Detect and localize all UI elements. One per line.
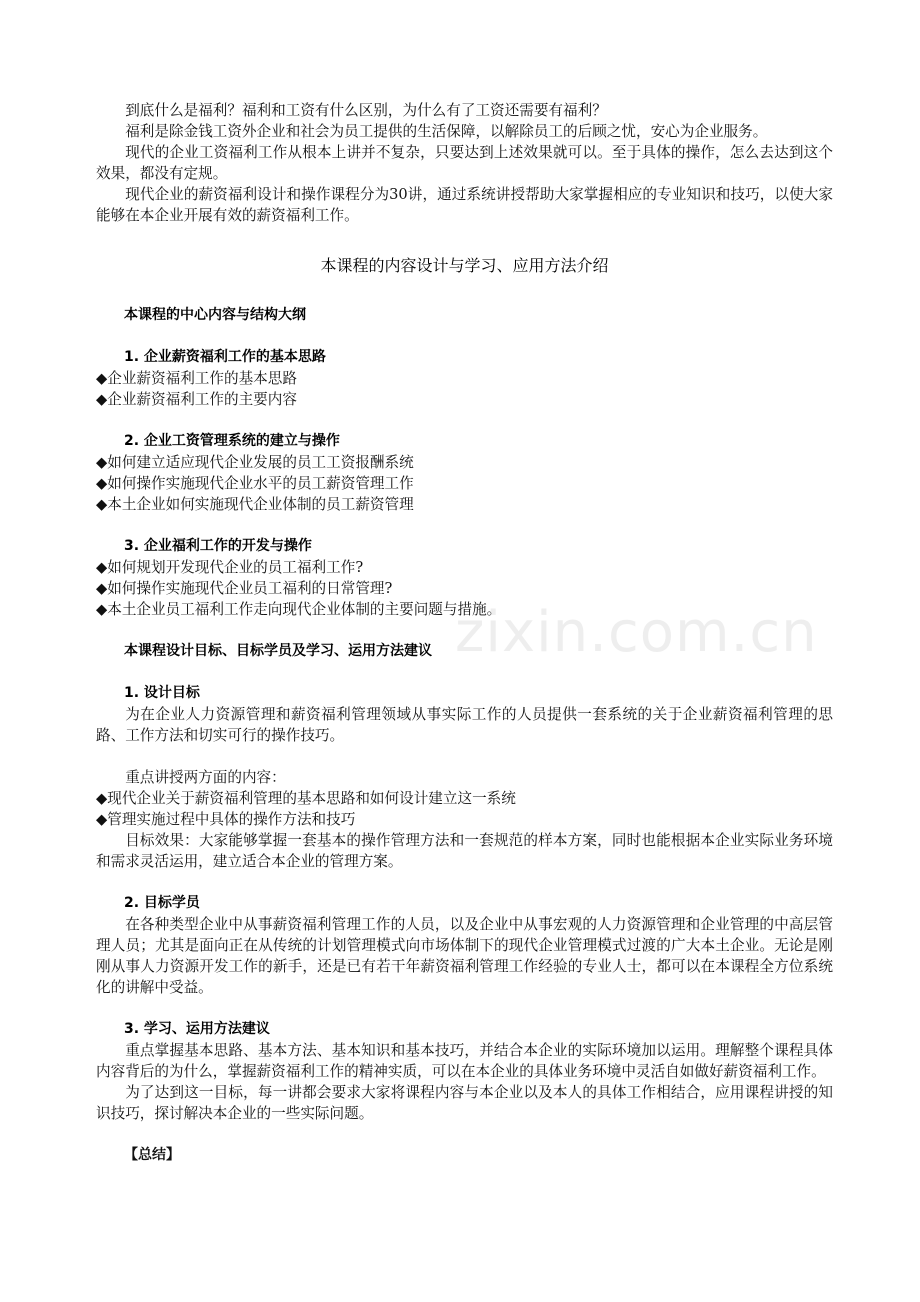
- intro-paragraph-4: 现代企业的薪资福利设计和操作课程分为30讲，通过系统讲授帮助大家掌握相应的专业知识和技巧，以使大家能够在本企业开展有效的薪资福利工作。: [96, 186, 833, 224]
- method-paragraph-2: 为了达到这一目标，每一讲都会要求大家将课程内容与本企业以及本人的具体工作相结合，应用课程讲授的知识技巧，探讨解决本企业的一些实际问题。: [96, 1084, 833, 1122]
- intro-paragraph-1: 到底什么是福利？福利和工资有什么区别，为什么有了工资还需要有福利？: [125, 102, 607, 119]
- diamond-bullet-icon: ◆: [96, 601, 108, 618]
- document-body: [96, 100, 833, 1166]
- list-item: ◆如何建立适应现代企业发展的员工工资报酬系统: [96, 454, 414, 471]
- diamond-bullet-icon: ◆: [96, 496, 108, 513]
- watermark: zixin.com.cn: [455, 600, 818, 665]
- outline-section-3-heading: 3. 企业福利工作的开发与操作: [124, 538, 312, 554]
- diamond-bullet-icon: ◆: [96, 811, 108, 828]
- diamond-bullet-icon: ◆: [96, 580, 108, 597]
- design-goal-effect: 目标效果：大家能够掌握一套基本的操作管理方法和一套规范的样本方案，同时也能根据本企业实际业务环境和需求灵活运用，建立适合本企业的管理方案。: [96, 832, 833, 870]
- method-paragraph-1: 重点掌握基本思路、基本方法、基本知识和基本技巧，并结合本企业的实际环境加以运用。理解整个课程具体内容背后的为什么，掌握薪资福利工作的精神实质，可以在本企业的具体业务环境中灵活自如做好薪资福利工作。: [96, 1042, 833, 1080]
- intro-paragraph-2: 福利是除金钱工资外企业和社会为员工提供的生活保障，以解除员工的后顾之忧，安心为企业服务。: [125, 123, 768, 140]
- diamond-bullet-icon: ◆: [96, 454, 108, 471]
- intro-paragraph-3: 现代的企业工资福利工作从根本上讲并不复杂，只要达到上述效果就可以。至于具体的操作，怎么去达到这个效果，都没有定规。: [96, 144, 833, 182]
- list-item: ◆管理实施过程中具体的操作方法和技巧: [96, 811, 356, 828]
- target-students-heading: 2. 目标学员: [124, 895, 200, 911]
- diamond-bullet-icon: ◆: [96, 475, 108, 492]
- list-item: ◆企业薪资福利工作的主要内容: [96, 391, 297, 408]
- list-item: ◆现代企业关于薪资福利管理的基本思路和如何设计建立这一系统: [96, 790, 516, 807]
- outline-section-1-heading: 1. 企业薪资福利工作的基本思路: [124, 349, 326, 365]
- list-item: ◆本土企业员工福利工作走向现代企业体制的主要问题与措施。: [96, 601, 502, 618]
- summary-heading: 【总结】: [124, 1147, 180, 1163]
- outline-section-2-heading: 2. 企业工资管理系统的建立与操作: [124, 433, 340, 449]
- list-item: ◆如何操作实施现代企业水平的员工薪资管理工作: [96, 475, 414, 492]
- diamond-bullet-icon: ◆: [96, 559, 108, 576]
- design-goal-lead: 重点讲授两方面的内容：: [125, 769, 286, 786]
- method-heading: 3. 学习、运用方法建议: [124, 1021, 270, 1037]
- course-title: 本课程的内容设计与学习、应用方法介绍: [320, 256, 609, 275]
- diamond-bullet-icon: ◆: [96, 370, 108, 387]
- diamond-bullet-icon: ◆: [96, 790, 108, 807]
- goals-heading: 本课程设计目标、目标学员及学习、运用方法建议: [124, 643, 432, 659]
- list-item: ◆本土企业如何实施现代企业体制的员工薪资管理: [96, 496, 414, 513]
- design-goal-paragraph: 为在企业人力资源管理和薪资福利管理领域从事实际工作的人员提供一套系统的关于企业薪资福利管理的思路、工作方法和切实可行的操作技巧。: [96, 706, 833, 744]
- list-item: ◆如何规划开发现代企业的员工福利工作?: [96, 559, 364, 576]
- outline-heading: 本课程的中心内容与结构大纲: [124, 307, 306, 323]
- list-item: ◆企业薪资福利工作的基本思路: [96, 370, 297, 387]
- diamond-bullet-icon: ◆: [96, 391, 108, 408]
- target-students-paragraph: 在各种类型企业中从事薪资福利管理工作的人员，以及企业中从事宏观的人力资源管理和企业管理的中高层管理人员；尤其是面向正在从传统的计划管理模式向市场体制下的现代企业管理模式过渡的广大本土企业。无论是刚刚从事人力资源开发工作的新手，还是已有若干年薪资福利管理工作经验的专业人士，都可以在本课程全方位系统化的讲解中受益。: [96, 916, 833, 996]
- list-item: ◆如何操作实施现代企业员工福利的日常管理?: [96, 580, 393, 597]
- design-goal-heading: 1. 设计目标: [124, 685, 200, 701]
